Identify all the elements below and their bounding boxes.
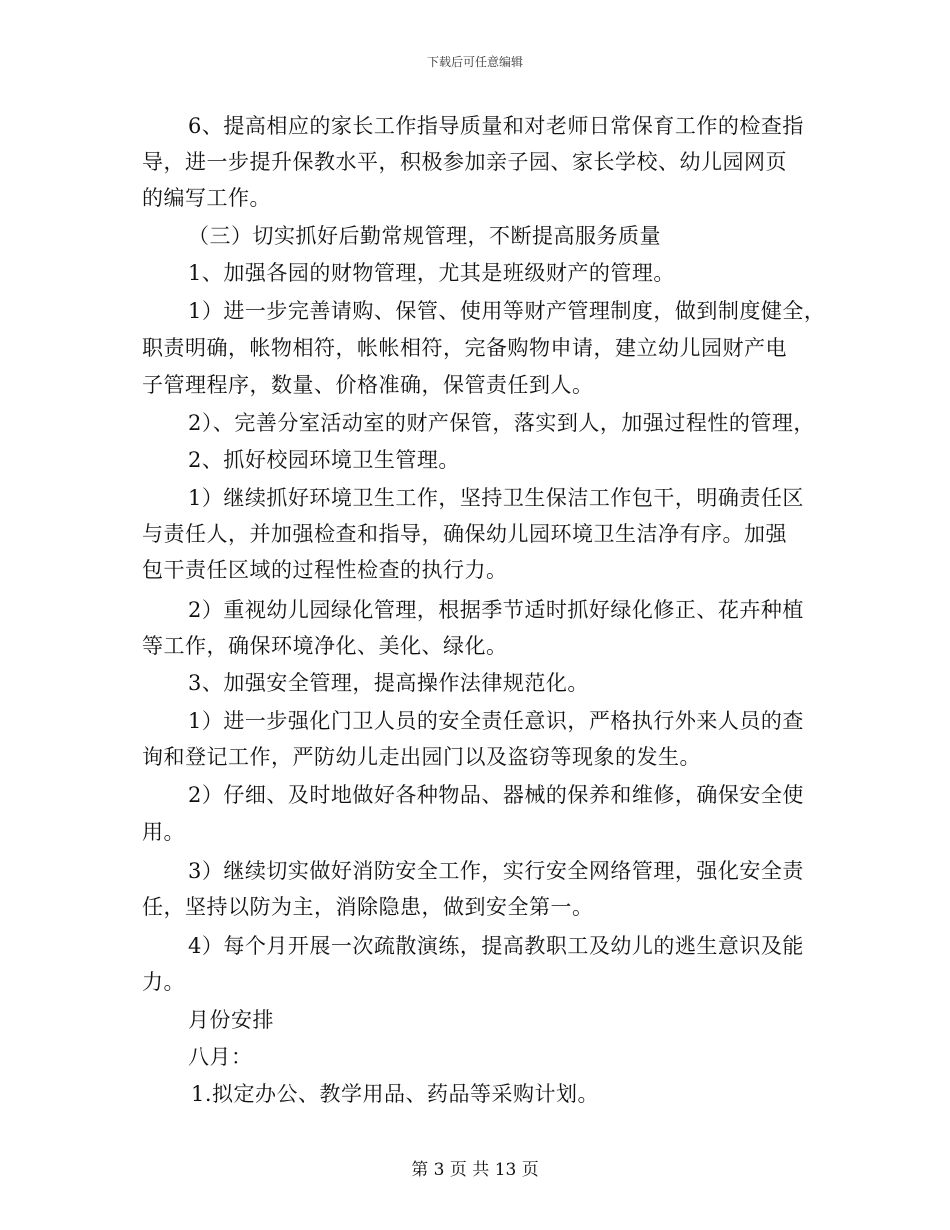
paragraph-line: 包干责任区域的过程性检查的执行力。 — [142, 558, 508, 582]
paragraph-line: 6、提高相应的家长工作指导质量和对老师日常保育工作的检查指 — [188, 114, 804, 138]
paragraph-line: 的编写工作。 — [142, 186, 271, 210]
paragraph-line: 2）重视幼儿园绿化管理，根据季节适时抓好绿化修正、花卉种植 — [188, 598, 804, 622]
paragraph-line: 3、加强安全管理，提高操作法律规范化。 — [188, 671, 589, 695]
section-heading: （三）切实抓好后勤常规管理，不断提高服务质量 — [188, 224, 661, 248]
paragraph-line: 1）进一步强化门卫人员的安全责任意识，严格执行外来人员的查 — [188, 709, 804, 733]
paragraph-line: 子管理程序，数量、价格准确，保管责任到人。 — [142, 373, 594, 397]
paragraph-line: 1、加强各园的财物管理，尤其是班级财产的管理。 — [188, 261, 675, 285]
paragraph-line: 1）继续抓好环境卫生工作，坚持卫生保洁工作包干，明确责任区 — [188, 486, 804, 510]
paragraph-line: 八月： — [188, 1045, 253, 1069]
paragraph-line: 2、抓好校园环境卫生管理。 — [188, 448, 460, 472]
paragraph-line: 等工作，确保环境净化、美化、绿化。 — [142, 634, 508, 658]
paragraph-line: 3）继续切实做好消防安全工作，实行安全网络管理，强化安全责 — [188, 859, 804, 883]
paragraph-line: 力。 — [142, 970, 185, 994]
paragraph-line: 2）仔细、及时地做好各种物品、器械的保养和维修，确保安全使 — [188, 783, 804, 807]
paragraph-line: 1）进一步完善请购、保管、使用等财产管理制度，做到制度健全， — [188, 299, 826, 323]
paragraph-line: 2）、完善分室活动室的财产保管，落实到人，加强过程性的管理， — [188, 411, 815, 435]
page-header: 下载后可任意编辑 — [426, 55, 523, 69]
paragraph-line: 用。 — [142, 820, 185, 844]
paragraph-line: 4）每个月开展一次疏散演练，提高教职工及幼儿的逃生意识及能 — [188, 934, 804, 958]
paragraph-line: 任，坚持以防为主，消除隐患，做到安全第一。 — [142, 895, 594, 919]
paragraph-line: 导，进一步提升保教水平，积极参加亲子园、家长学校、幼儿园网页 — [142, 150, 787, 174]
paragraph-line: 职责明确，帐物相符，帐帐相符，完备购物申请，建立幼儿园财产电 — [142, 336, 787, 360]
paragraph-line: 1.拟定办公、教学用品、药品等采购计划。 — [191, 1082, 600, 1106]
page-number-footer: 第 3 页 共 13 页 — [411, 1160, 539, 1180]
paragraph-line: 询和登记工作，严防幼儿走出园门以及盗窃等现象的发生。 — [142, 745, 701, 769]
paragraph-line: 月份安排 — [188, 1008, 274, 1032]
paragraph-line: 与责任人，并加强检查和指导，确保幼儿园环境卫生洁净有序。加强 — [142, 522, 787, 546]
